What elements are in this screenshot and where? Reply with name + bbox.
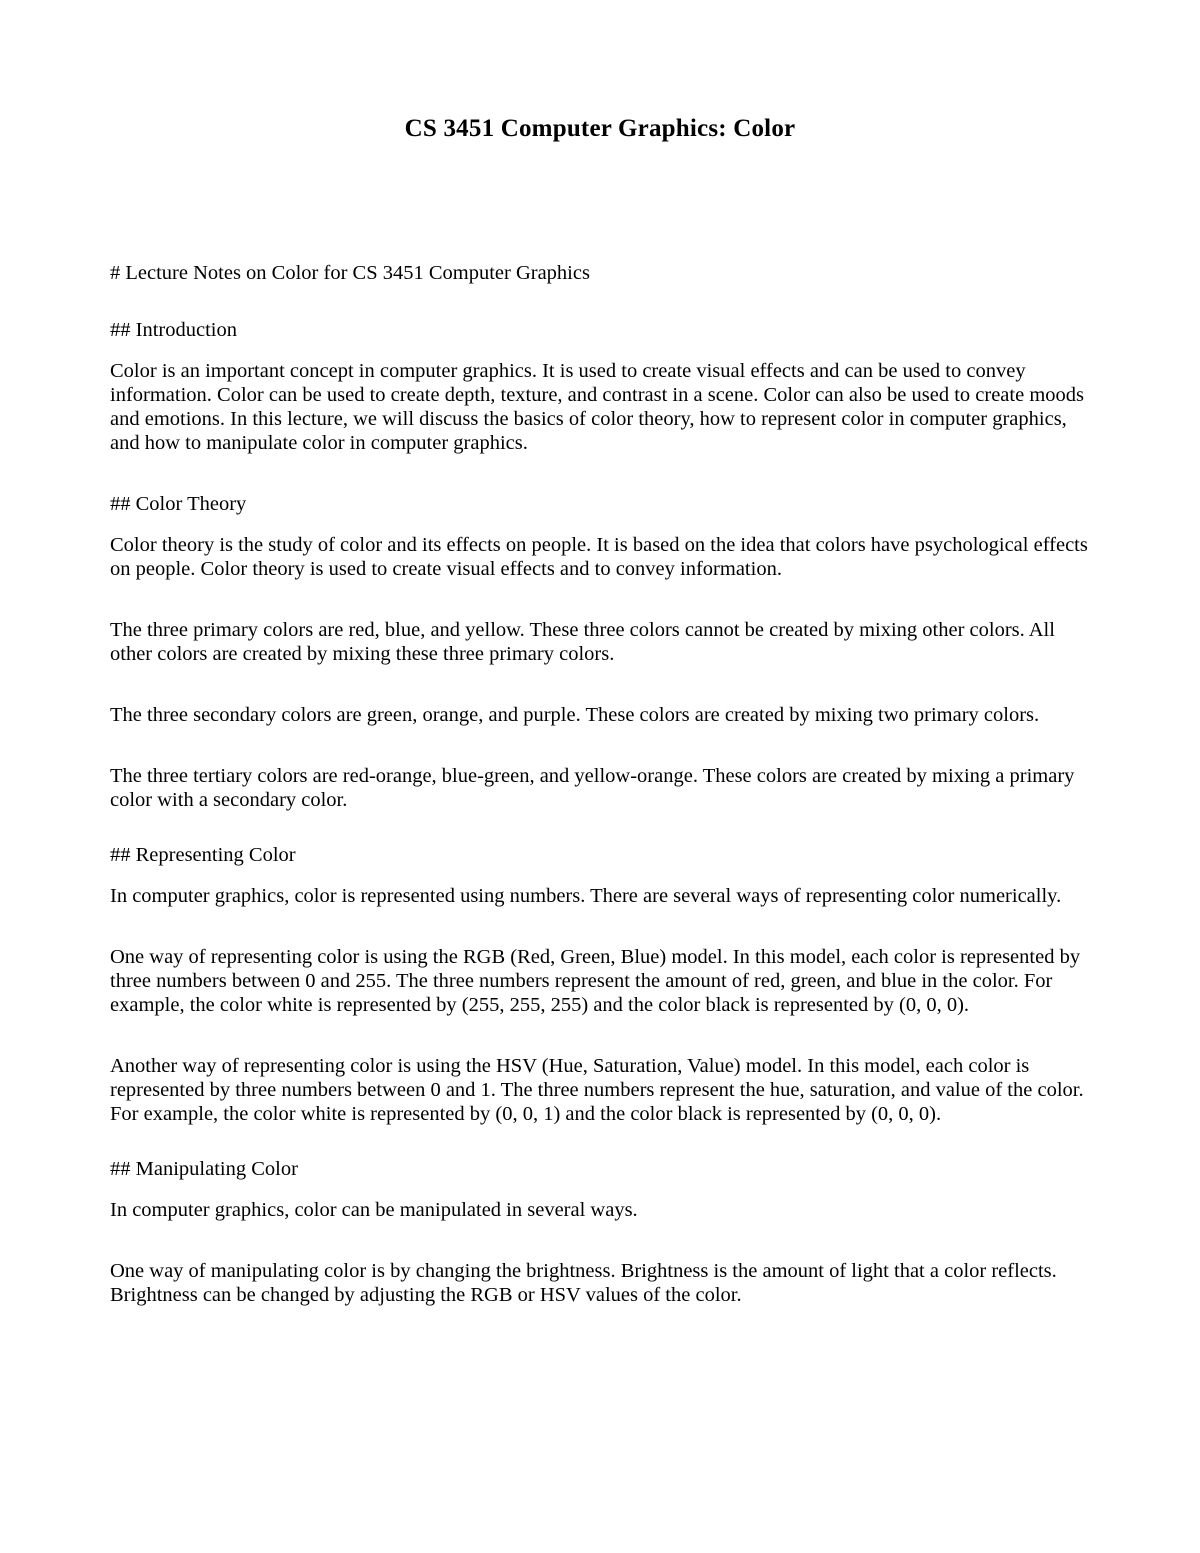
- section-heading-manipulating-color: ## Manipulating Color: [110, 1158, 298, 1180]
- paragraph: In computer graphics, color is represented using numbers. There are several ways of representing color numerically.: [110, 885, 1062, 907]
- section-heading-representing-color: ## Representing Color: [110, 844, 296, 866]
- document-body: [110, 261, 1095, 1307]
- document-title: CS 3451 Computer Graphics: Color: [404, 115, 796, 142]
- paragraph: The three secondary colors are green, orange, and purple. These colors are created by mixing two primary colors.: [110, 704, 1040, 726]
- paragraph: Another way of representing color is using the HSV (Hue, Saturation, Value) model. In this model, each color is represented by three numbers between 0 and 1. The three numbers represent the hue, saturation, and value of the color. For example, the color white is represented by (0, 0, 1) and the color black is represented by (0, 0, 0).: [110, 1055, 1084, 1125]
- paragraph: Color theory is the study of color and its effects on people. It is based on the idea that colors have psychological effects on people. Color theory is used to create visual effects and to convey information.: [110, 534, 1088, 580]
- paragraph: The three tertiary colors are red-orange, blue-green, and yellow-orange. These colors are created by mixing a primary color with a secondary color.: [110, 765, 1075, 811]
- paragraph: The three primary colors are red, blue, and yellow. These three colors cannot be created by mixing other colors. All other colors are created by mixing these three primary colors.: [110, 619, 1055, 665]
- paragraph: Color is an important concept in computer graphics. It is used to create visual effects and can be used to convey information. Color can be used to create depth, texture, and contrast in a scene. Color can also be used to create moods and emotions. In this lecture, we will discuss the basics of color theory, how to represent color in computer graphics, and how to manipulate color in computer graphics.: [110, 360, 1084, 454]
- paragraph: In computer graphics, color can be manipulated in several ways.: [110, 1199, 638, 1221]
- section-heading-introduction: ## Introduction: [110, 319, 237, 341]
- paragraph: One way of representing color is using the RGB (Red, Green, Blue) model. In this model, each color is represented by three numbers between 0 and 255. The three numbers represent the amount of red, green, and blue in the color. For example, the color white is represented by (255, 255, 255) and the color black is represented by (0, 0, 0).: [110, 946, 1081, 1016]
- paragraph: One way of manipulating color is by changing the brightness. Brightness is the amount of light that a color reflects. Brightness can be changed by adjusting the RGB or HSV values of the color.: [110, 1260, 1057, 1306]
- section-heading-color-theory: ## Color Theory: [110, 493, 247, 515]
- lecture-heading: # Lecture Notes on Color for CS 3451 Computer Graphics: [110, 262, 590, 284]
